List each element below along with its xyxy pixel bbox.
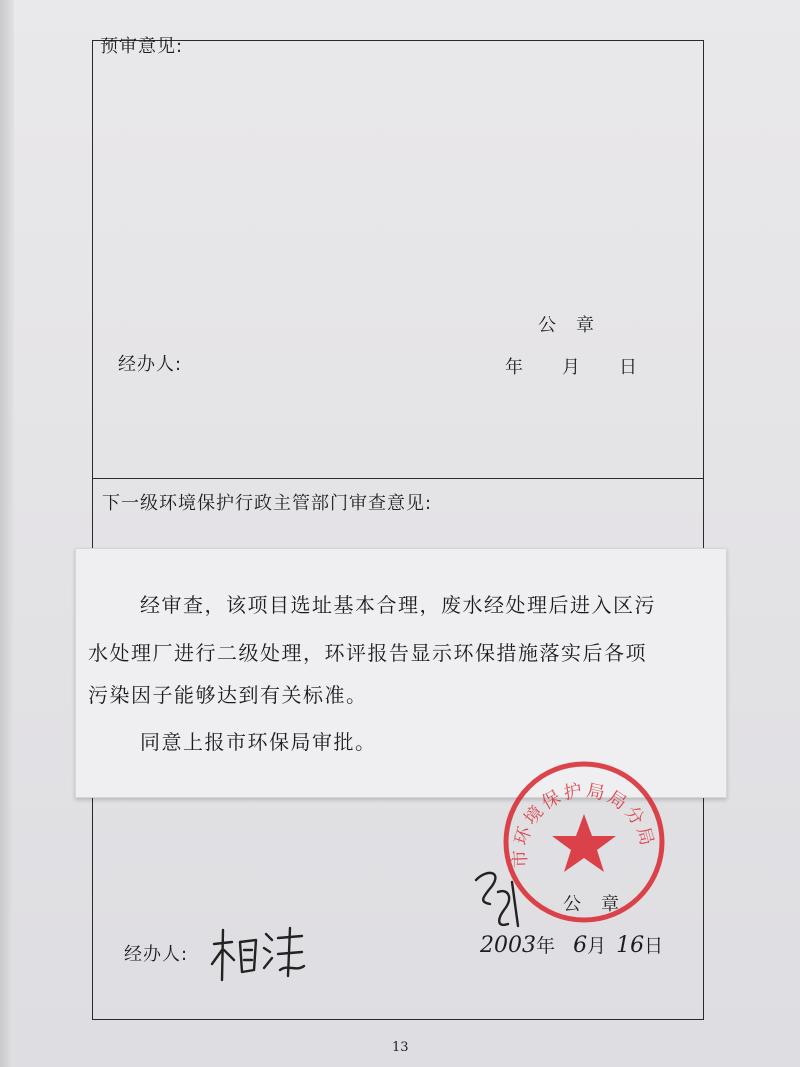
date-month: 6 (573, 933, 588, 958)
pre-review-label: 预审意见: (100, 36, 184, 57)
approver-signature-icon (468, 862, 528, 940)
svg-text:市环境保护局局分局: 市环境保护局局分局 (509, 780, 659, 869)
pre-review-date-label: 年 月 日 (505, 357, 638, 378)
date-month-unit: 月 (587, 935, 607, 957)
opinion-line: 同意上报市环保局审批。 (140, 730, 377, 754)
opinion-line: 污染因子能够达到有关标准。 (88, 683, 368, 707)
opinion-line: 水处理厂进行二级处理，环评报告显示环保措施落实后各项 (88, 641, 647, 665)
page-number: 13 (392, 1040, 409, 1055)
lower-review-label: 下一级环境保护行政主管部门审查意见: (102, 493, 433, 514)
date-year-unit: 年 (536, 935, 556, 957)
section-divider (92, 478, 704, 479)
opinion-line: 经审查，该项目选址基本合理，废水经处理后进入区污 (140, 593, 656, 617)
page-edge-shadow (0, 0, 14, 1067)
date-day: 16 (616, 933, 645, 958)
pre-review-seal-label: 公 章 (538, 315, 595, 336)
lower-review-handler-label: 经办人: (124, 944, 189, 965)
pre-review-handler-label: 经办人: (118, 354, 183, 375)
date-year: 2003 (480, 933, 536, 958)
date-day-unit: 日 (644, 935, 664, 957)
handler-signature-icon (208, 920, 308, 988)
lower-review-seal-label: 公 章 (563, 894, 620, 915)
